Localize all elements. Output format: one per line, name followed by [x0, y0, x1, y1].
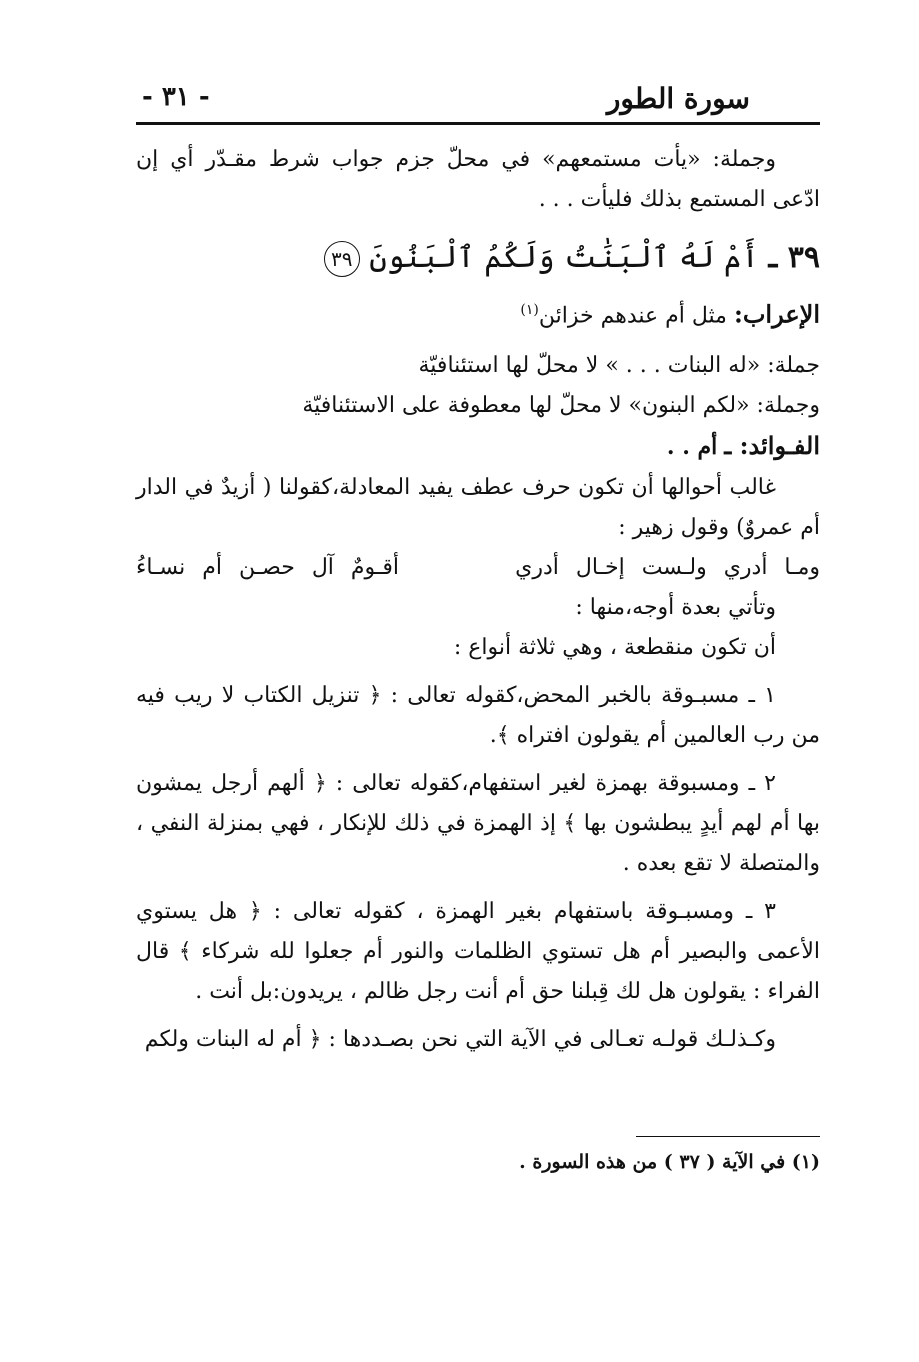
paragraph-7: ١ ـ مسبـوقة بالخبر المحض،كقوله تعالى : ﴿ تنزيل الكتاب لا ريب فيه من رب العالمين أم يقولون افتراه ﴾.: [136, 683, 820, 749]
surah-title: سورة الطور: [606, 82, 750, 115]
paragraph-8: ٢ ـ ومسبوقة بهمزة لغير استفهام،كقوله تعالى : ﴿ ألهم أرجل يمشون بها أم لهم أيدٍ يبطشون بها ﴾ إذ الهمزة في ذلك للإنكار ، فهي بمنزلة النفي ، والمتصلة لا تقع بعده .: [136, 771, 820, 877]
paragraph-6: أن تكون منقطعة ، وهي ثلاثة أنواع :: [453, 635, 776, 661]
paragraph-3: وجملة: «لكم البنون» لا محلّ لها معطوفة على الاستئنافيّة: [302, 393, 820, 419]
page-header: [136, 78, 820, 125]
quran-verse: [136, 232, 820, 284]
fawaid-label: الفـوائد: ـ: [724, 431, 820, 461]
footnote-ref: (١): [520, 302, 539, 318]
verse-text: أَمْ لَهُ ٱلْبَنَٰتُ وَلَكُمُ ٱلْبَنُونَ: [369, 240, 759, 275]
paragraph-5: وتأتي بعدة أوجه،منها :: [575, 595, 776, 621]
paragraph-9: ٣ ـ ومسبـوقة باستفهام بغير الهمزة ، كقوله تعالى : ﴿ هل يستوي الأعمى والبصير أم هل تستوي الظلمات والنور أم جعلوا لله شركاء ﴾ قال الفراء : يقولون هل لك قِبلنا حق أم أنت رجل ظالم ، يريدون:بل أنت .: [136, 899, 820, 1005]
irab-label: الإعراب:: [733, 299, 820, 329]
fawaid-line: [136, 426, 820, 468]
poetry-second-hemistich: أقـومٌ آل حصـن أم نسـاءُ: [136, 555, 399, 581]
poetry-first-hemistich: ومـا أدري ولـست إخـال أدري: [515, 555, 820, 581]
page-number: - ٣١ -: [142, 82, 210, 112]
paragraph-10: وكـذلـك قولـه تعـالى في الآية التي نحن بصـددها : ﴿ أم له البنات ولكم: [144, 1027, 776, 1053]
verse-end-mark: ٣٩: [324, 241, 360, 277]
irab-text: مثل أم عندهم خزائن: [538, 303, 727, 329]
poetry-verse: [136, 548, 820, 588]
footnote-divider: [636, 1136, 820, 1137]
footnote: (١) في الآية ( ٣٧ ) من هذه السورة .: [519, 1151, 820, 1173]
paragraph-1: وجملة: «يأت مستمعهم» في محلّ جزم جواب شرط مقـدّر أي إن ادّعى المستمع بذلك فليأت . . .: [136, 147, 820, 212]
irab-line: [136, 290, 820, 336]
verse-number: ٣٩ ـ: [768, 240, 820, 275]
paragraph-2: جملة: «له البنات . . . » لا محلّ لها استئنافيّة: [418, 353, 820, 379]
paragraph-4: غالب أحوالها أن تكون حرف عطف يفيد المعادلة،كقولنا ( أزيدٌ في الدار أم عمروٌ) وقول زهير :: [136, 475, 820, 541]
fawaid-text: أم . .: [666, 434, 718, 461]
page-body: [136, 140, 820, 1060]
